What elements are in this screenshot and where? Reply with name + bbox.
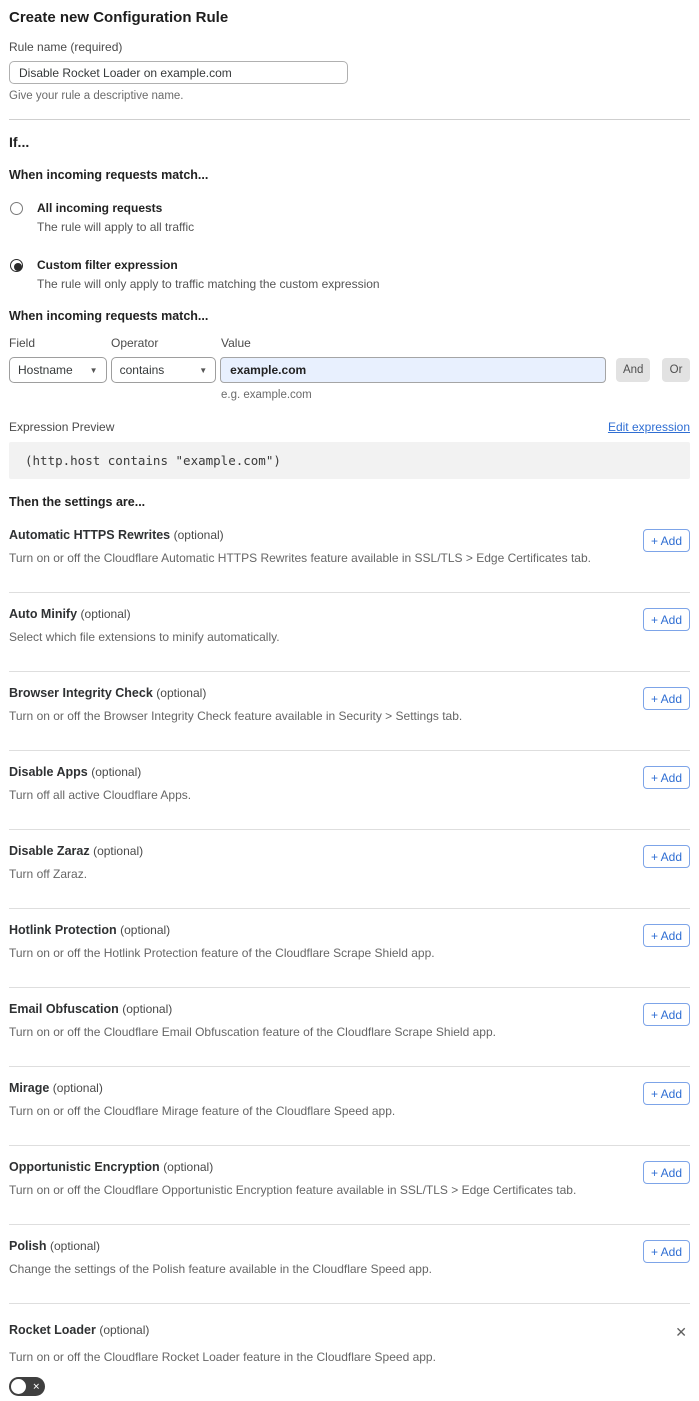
setting-name: Polish	[9, 1239, 47, 1253]
expression-preview-header	[9, 420, 690, 434]
setting-title	[9, 528, 591, 542]
setting-description: Turn on or off the Cloudflare Opportunistic Encryption feature available in SSL/TLS > Edge Certificates tab.	[9, 1183, 577, 1197]
operator-select[interactable]	[111, 357, 217, 383]
setting-title	[9, 1002, 496, 1016]
operator-label: Operator	[111, 336, 159, 350]
section-divider	[9, 119, 690, 120]
page-title: Create new Configuration Rule	[9, 9, 229, 26]
setting-optional-label: (optional)	[50, 1239, 101, 1253]
rule-name-input[interactable]	[9, 61, 348, 84]
setting-optional-label: (optional)	[163, 1160, 214, 1174]
rocket-loader-description: Turn on or off the Cloudflare Rocket Loader feature in the Cloudflare Speed app.	[9, 1350, 436, 1364]
then-settings-heading: Then the settings are...	[9, 495, 146, 509]
rocket-loader-toggle[interactable]	[9, 1377, 45, 1396]
setting-row	[9, 672, 690, 751]
edit-expression-link[interactable]: Edit expression	[607, 420, 690, 434]
setting-optional-label: (optional)	[122, 1002, 173, 1016]
setting-name: Rocket Loader	[9, 1323, 96, 1337]
setting-row	[9, 988, 690, 1067]
setting-name: Email Obfuscation	[9, 1002, 119, 1016]
setting-optional-label: (optional)	[99, 1323, 150, 1337]
setting-title	[9, 1160, 576, 1174]
radio-description: The rule will apply to all traffic	[37, 220, 195, 234]
setting-optional-label: (optional)	[52, 1081, 103, 1095]
setting-name: Auto Minify	[9, 607, 78, 621]
setting-description: Turn off Zaraz.	[9, 867, 88, 881]
add-setting-button[interactable]: + Add	[643, 924, 690, 947]
setting-optional-label: (optional)	[120, 923, 171, 937]
operator-select-value: contains	[119, 363, 165, 377]
setting-optional-label: (optional)	[93, 844, 144, 858]
configuration-rule-form	[0, 9, 699, 1401]
setting-description: Turn off all active Cloudflare Apps.	[9, 788, 192, 802]
setting-name: Opportunistic Encryption	[9, 1160, 160, 1174]
chevron-down-icon: ▼	[199, 365, 208, 375]
setting-name: Automatic HTTPS Rewrites	[9, 528, 171, 542]
setting-name: Disable Zaraz	[9, 844, 90, 858]
setting-description: Turn on or off the Cloudflare Mirage feature of the Cloudflare Speed app.	[9, 1104, 396, 1118]
setting-description: Turn on or off the Cloudflare Email Obfuscation feature of the Cloudflare Scrape Shield app.	[9, 1025, 496, 1039]
field-label: Field	[9, 336, 36, 350]
if-heading: If...	[9, 134, 30, 150]
radio-button-icon[interactable]	[10, 259, 23, 272]
setting-row	[9, 909, 690, 988]
expression-preview-label: Expression Preview	[9, 420, 115, 434]
add-setting-button[interactable]: + Add	[643, 1240, 690, 1263]
setting-title	[9, 923, 435, 937]
setting-name: Mirage	[9, 1081, 50, 1095]
setting-row	[9, 1225, 690, 1304]
setting-row	[9, 1146, 690, 1225]
match-heading: When incoming requests match...	[9, 168, 209, 182]
setting-optional-label: (optional)	[156, 686, 207, 700]
setting-title	[9, 686, 462, 700]
close-icon[interactable]: ✕	[675, 1324, 687, 1340]
rule-name-help: Give your rule a descriptive name.	[9, 90, 184, 102]
value-label: Value	[221, 336, 251, 350]
or-button[interactable]: Or	[662, 358, 690, 382]
radio-label: All incoming requests	[37, 201, 163, 215]
rule-name-label: Rule name (required)	[9, 40, 123, 54]
rocket-loader-title	[9, 1323, 149, 1337]
value-input[interactable]	[220, 357, 606, 383]
radio-all-incoming-requests[interactable]	[9, 201, 690, 234]
field-select[interactable]	[9, 357, 107, 383]
setting-name: Disable Apps	[9, 765, 88, 779]
add-setting-button[interactable]: + Add	[643, 766, 690, 789]
setting-description: Turn on or off the Cloudflare Automatic HTTPS Rewrites feature available in SSL/TLS > Edge Certificates tab.	[9, 551, 591, 565]
setting-title	[9, 844, 143, 858]
toggle-off-icon: ✕	[32, 1380, 40, 1391]
add-setting-button[interactable]: + Add	[643, 687, 690, 710]
setting-row	[9, 830, 690, 909]
setting-title	[9, 607, 280, 621]
setting-title	[9, 1081, 395, 1095]
chevron-down-icon: ▼	[89, 365, 98, 375]
setting-row	[9, 593, 690, 672]
field-select-value: Hostname	[18, 363, 73, 377]
setting-description: Change the settings of the Polish feature available in the Cloudflare Speed app.	[9, 1262, 432, 1276]
expression-builder-row	[9, 357, 690, 383]
radio-button-icon[interactable]	[10, 202, 23, 215]
add-setting-button[interactable]: + Add	[643, 608, 690, 631]
builder-labels	[9, 336, 690, 350]
setting-row	[9, 1067, 690, 1146]
and-button[interactable]: And	[616, 358, 650, 382]
setting-title	[9, 765, 191, 779]
toggle-knob	[11, 1379, 26, 1394]
setting-description: Turn on or off the Hotlink Protection feature of the Cloudflare Scrape Shield app.	[9, 946, 435, 960]
add-setting-button[interactable]: + Add	[643, 529, 690, 552]
settings-list	[9, 514, 690, 1304]
value-help: e.g. example.com	[221, 389, 312, 401]
add-setting-button[interactable]: + Add	[643, 1003, 690, 1026]
setting-optional-label: (optional)	[91, 765, 142, 779]
radio-custom-filter-expression[interactable]	[9, 258, 690, 291]
setting-optional-label: (optional)	[173, 528, 224, 542]
expression-preview-code	[9, 442, 690, 479]
add-setting-button[interactable]: + Add	[643, 1161, 690, 1184]
setting-row	[9, 751, 690, 830]
setting-title	[9, 1239, 432, 1253]
radio-label: Custom filter expression	[37, 258, 178, 272]
radio-description: The rule will only apply to traffic matching the custom expression	[37, 277, 380, 291]
expression-code-text: (http.host contains "example.com")	[25, 453, 281, 468]
rocket-loader-section	[9, 1304, 690, 1401]
expression-builder-heading: When incoming requests match...	[9, 309, 209, 323]
add-setting-button[interactable]: + Add	[643, 845, 690, 868]
setting-row	[9, 514, 690, 593]
add-setting-button[interactable]: + Add	[643, 1082, 690, 1105]
setting-optional-label: (optional)	[80, 607, 131, 621]
setting-name: Browser Integrity Check	[9, 686, 153, 700]
setting-name: Hotlink Protection	[9, 923, 117, 937]
setting-description: Turn on or off the Browser Integrity Check feature available in Security > Settings tab.	[9, 709, 463, 723]
setting-description: Select which file extensions to minify automatically.	[9, 630, 280, 644]
